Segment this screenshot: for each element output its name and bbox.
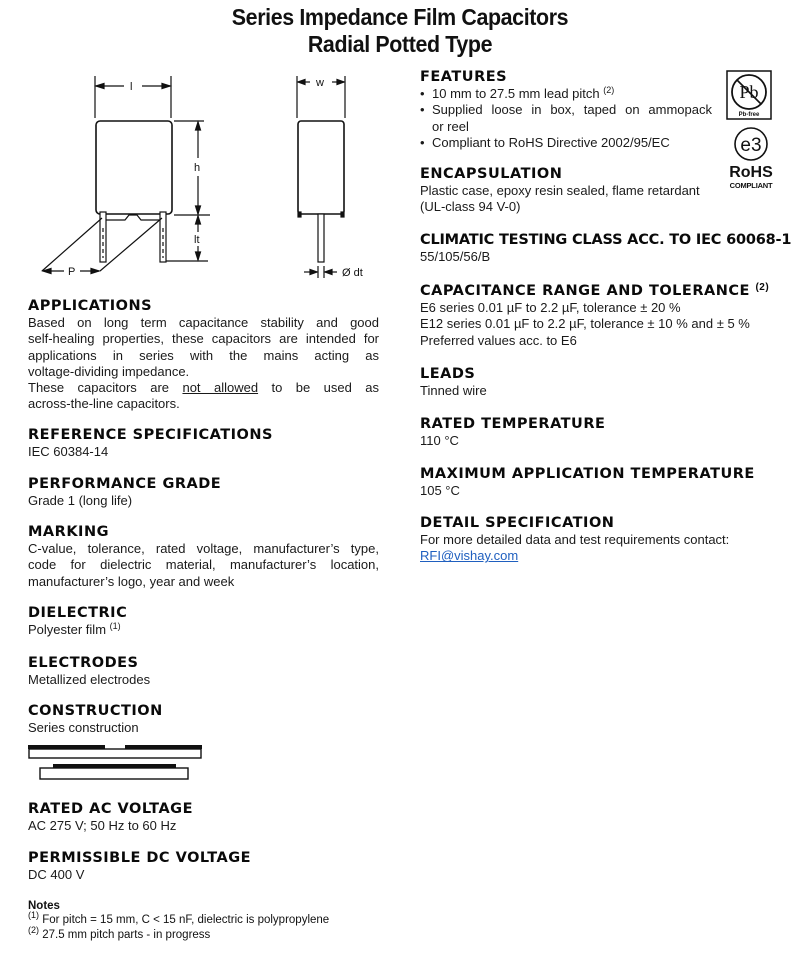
not-allowed-emphasis: not allowed [182, 380, 259, 396]
rated-temperature-text: 110 °C [420, 433, 459, 448]
leads-text: Tinned wire [420, 383, 487, 398]
notes [28, 899, 379, 942]
e3-logo [722, 126, 778, 164]
section-applications [28, 298, 379, 413]
heading-climatic-testing: CLIMATIC TESTING CLASS ACC. TO IEC 60068-1 [420, 232, 792, 248]
detail-specification-text: For more detailed data and test requirements contact: [420, 532, 730, 547]
section-rated-ac-voltage [28, 801, 379, 834]
electrodes-text: Metallized electrodes [28, 672, 151, 687]
dim-label-h: h [194, 162, 201, 174]
title-line-2: Radial Potted Type [307, 31, 493, 57]
max-application-temperature-text: 105 °C [420, 483, 460, 498]
section-encapsulation [420, 166, 772, 216]
heading-marking: MARKING [28, 524, 109, 540]
marking-text: C-value, tolerance, rated voltage, manufacturer’s type, code for dielectric material, manufacturer’s location, manufacturer’s logo, year and week [28, 541, 379, 589]
climatic-testing-text: 55/105/56/B [420, 249, 491, 264]
dimension-drawing [28, 68, 388, 283]
heading-electrodes: ELECTRODES [28, 655, 139, 671]
encapsulation-text: Plastic case, epoxy resin sealed, flame retardant (UL-class 94 V-0) [420, 183, 700, 215]
feature-item: • 10 mm to 27.5 mm lead pitch $^{(2)}$ [420, 86, 712, 102]
reference-specifications-text: IEC 60384-14 [28, 444, 109, 459]
capacitance-text: E6 series 0.01 µF to 2.2 µF, tolerance ± 20 % E12 series 0.01 µF to 2.2 µF, tolerance ± 10 % and ± 5 % Preferred values acc. to E6 [420, 300, 750, 348]
note-item: $^{(2)}$ 27.5 mm pitch parts - in progress [28, 924, 211, 941]
section-rated-temperature [420, 416, 772, 449]
rohs-compliant-logo [722, 164, 778, 190]
note-item: $^{(1)}$ For pitch = 15 mm, C < 15 nF, dielectric is polypropylene [28, 910, 330, 926]
heading-permissible-dc-voltage: PERMISSIBLE DC VOLTAGE [28, 850, 252, 866]
pb-free-logo [726, 70, 772, 120]
section-climatic-testing [420, 232, 792, 265]
pb-free-icon [726, 70, 772, 120]
section-performance-grade [28, 476, 379, 509]
section-features [420, 69, 712, 151]
dim-label-p: P [68, 266, 76, 278]
svg-text:Pb: Pb [739, 82, 759, 102]
dielectric-text: Polyester film $^{(1)}$ [28, 621, 121, 637]
footnote-ref-1: (1) [109, 621, 121, 631]
dim-label-w: w [316, 77, 324, 89]
e3-icon [722, 126, 778, 164]
performance-grade-text: Grade 1 (long life) [28, 493, 133, 508]
document-title [28, 4, 772, 58]
heading-applications: APPLICATIONS [28, 298, 153, 314]
heading-leads: LEADS [420, 366, 476, 382]
section-electrodes [28, 655, 379, 688]
section-leads [420, 366, 772, 399]
series-construction-diagram [28, 743, 208, 783]
rated-ac-voltage-text: AC 275 V; 50 Hz to 60 Hz [28, 818, 177, 833]
construction-text: Series construction [28, 720, 139, 735]
capacitor-outline-icon [28, 68, 388, 283]
notes-title: Notes [28, 900, 60, 912]
heading-rated-temperature: RATED TEMPERATURE [420, 416, 606, 432]
section-capacitance [420, 283, 772, 349]
dim-label-dt: Ø dt [342, 267, 363, 279]
heading-detail-specification: DETAIL SPECIFICATION [420, 515, 615, 531]
title-line-1: Series Impedance Film Capacitors [231, 4, 569, 30]
compliance-logos [722, 70, 778, 190]
section-max-application-temperature [420, 466, 772, 499]
section-permissible-dc-voltage [28, 850, 379, 883]
dim-label-l: l [130, 81, 133, 93]
applications-text: Based on long term capacitance stability and good self-healing properties, these capacitors are intended for applications in series with the mains acting as voltage-dividing impedance. These capacitors are not allowed to be used as across-the-line capacitors. [28, 315, 379, 412]
dim-label-lt: lt [194, 234, 200, 246]
heading-construction: CONSTRUCTION [28, 703, 163, 719]
section-marking [28, 524, 379, 590]
feature-item: • Compliant to RoHS Directive 2002/95/EC [420, 135, 712, 151]
heading-performance-grade: PERFORMANCE GRADE [28, 476, 222, 492]
section-construction [28, 703, 379, 736]
heading-reference-specifications: REFERENCE SPECIFICATIONS [28, 427, 273, 443]
section-reference-specifications [28, 427, 379, 460]
rohs-compliant-label: COMPLIANT [729, 181, 773, 190]
heading-encapsulation: ENCAPSULATION [420, 166, 563, 182]
contact-email-link[interactable]: RFI@vishay.com [420, 548, 519, 564]
heading-max-application-temperature: MAXIMUM APPLICATION TEMPERATURE [420, 466, 755, 482]
heading-capacitance: CAPACITANCE RANGE AND TOLERANCE $^{(2)}$ [420, 282, 770, 299]
rohs-label: RoHS [729, 164, 773, 181]
features-list [420, 86, 712, 151]
heading-dielectric: DIELECTRIC [28, 605, 128, 621]
heading-features: FEATURES [420, 69, 508, 85]
section-detail-specification [420, 515, 772, 565]
svg-text:e3: e3 [740, 135, 762, 156]
feature-item: • Supplied loose in box, taped on ammopack or reel [420, 102, 712, 135]
section-dielectric [28, 605, 379, 638]
heading-rated-ac-voltage: RATED AC VOLTAGE [28, 801, 193, 817]
svg-text:Pb-free: Pb-free [738, 112, 760, 118]
film-layers-icon [28, 743, 208, 783]
permissible-dc-voltage-text: DC 400 V [28, 867, 85, 882]
